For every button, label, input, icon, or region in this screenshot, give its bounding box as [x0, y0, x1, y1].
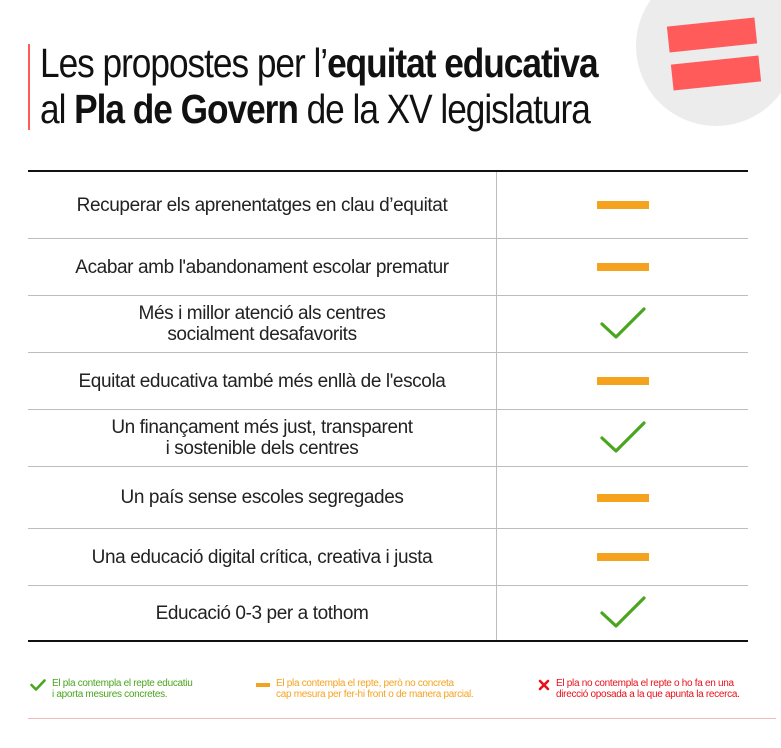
title-line1-bold: equitat educativa — [327, 40, 598, 86]
legend-partial-text: El pla contempla el repte, però no concreta cap mesura per fer-hi front o de manera parcial. — [276, 678, 474, 700]
footer-divider — [28, 718, 776, 719]
table-row — [28, 353, 748, 410]
status-cell — [497, 296, 748, 352]
proposal-text: Recuperar els aprenentatges en clau d’equitat — [28, 172, 497, 238]
proposal-text: Un país sense escoles segregades — [28, 467, 497, 528]
partial-dash-icon — [597, 494, 649, 502]
table-row — [28, 410, 748, 467]
partial-dash-icon — [597, 263, 649, 271]
table-row — [28, 529, 748, 586]
table-row — [28, 296, 748, 353]
partial-dash-icon — [256, 683, 270, 687]
partial-dash-icon — [597, 377, 649, 385]
proposal-text: Un finançament més just, transparent i sostenible dels centres — [28, 410, 497, 466]
proposal-text: Més i millor atenció als centres socialment desafavorits — [28, 296, 497, 352]
legend-partial — [256, 678, 473, 700]
status-cell — [497, 410, 748, 466]
table-row — [28, 172, 748, 239]
cross-icon — [538, 679, 550, 691]
proposal-text: Acabar amb l'abandonament escolar prematur — [28, 239, 497, 295]
proposal-text: Equitat educativa també més enllà de l'escola — [28, 353, 497, 409]
table-row — [28, 467, 748, 529]
legend-check-text: El pla contempla el repte educatiu i aporta mesures concretes. — [52, 678, 193, 700]
title-line2-pre: al — [40, 86, 75, 132]
legend — [0, 678, 781, 718]
legend-cross-text: El pla no contempla el repte o ho fa en una direcció oposada a la que apunta la recerca. — [556, 678, 740, 700]
check-icon — [599, 595, 647, 631]
table-row — [28, 586, 748, 640]
status-cell — [497, 353, 748, 409]
status-cell — [497, 467, 748, 528]
proposals-table — [28, 170, 748, 642]
title-accent-rule — [28, 44, 30, 130]
title-line1-regular: Les propostes per l’ — [40, 40, 328, 86]
check-icon — [30, 679, 46, 691]
partial-dash-icon — [597, 201, 649, 209]
legend-cross — [538, 678, 740, 700]
status-cell — [497, 172, 748, 238]
proposal-text: Educació 0-3 per a tothom — [28, 586, 497, 640]
title-line2-bold: Pla de Govern — [74, 86, 298, 132]
status-cell — [497, 529, 748, 585]
status-cell — [497, 239, 748, 295]
proposal-text: Una educació digital crítica, creativa i justa — [28, 529, 497, 585]
title-line2-post: de la XV legislatura — [297, 86, 590, 132]
status-cell — [497, 586, 748, 640]
legend-check — [30, 678, 192, 700]
partial-dash-icon — [597, 553, 649, 561]
check-icon — [599, 420, 647, 456]
page-title — [40, 40, 598, 132]
check-icon — [599, 306, 647, 342]
table-row — [28, 239, 748, 296]
